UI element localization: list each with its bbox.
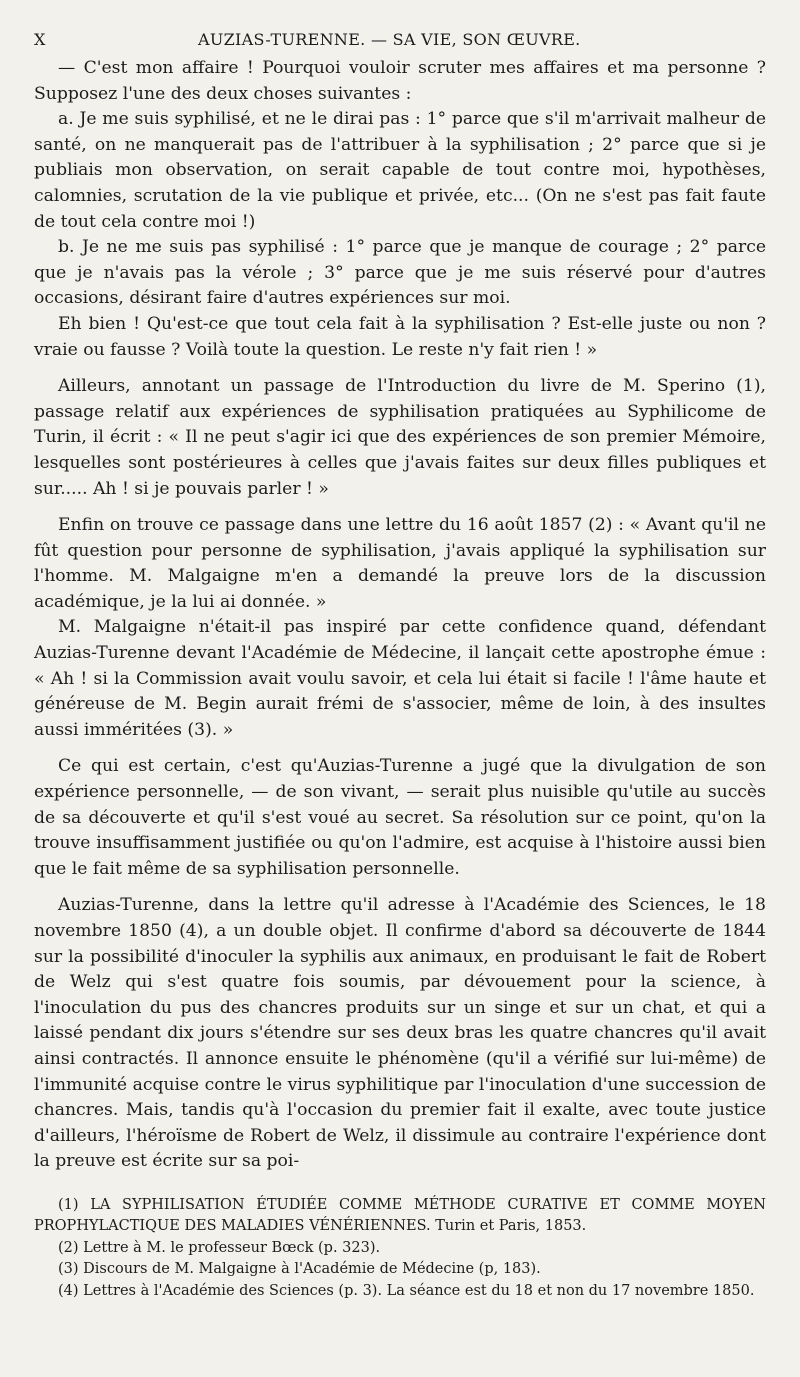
paragraph: Eh bien ! Qu'est-ce que tout cela fait à la syphilisation ? Est-elle juste ou non ? vraie ou fausse ? Voilà toute la question. Le reste n'y fait rien ! » [34, 313, 766, 360]
paragraph: Ailleurs, annotant un passage de l'Introduction du livre de M. Sperino (1), passage relatif aux expériences de syphilisation pratiquées au Syphilicome de Turin, il écrit : « Il ne peut s'agir ici que des expériences de son premier Mémoire, lesquelles sont postérieures à celles que j'avais faites sur deux filles publiques et sur..... Ah ! si je pouvais parler ! » [34, 376, 766, 499]
running-header [34, 26, 766, 56]
footnote: (2) Lettre à M. le professeur Bœck (p. 323). [58, 1239, 381, 1256]
paragraph: Enfin on trouve ce passage dans une lettre du 16 août 1857 (2) : « Avant qu'il ne fût question pour personne de syphilisation, j'avais appliqué la syphilisation sur l'homme. M. Malgaigne m'en a demandé la preuve lors de la discussion académique, je la lui ai donnée. » [34, 515, 766, 612]
paragraph: a. Je me suis syphilisé, et ne le dirai pas : 1° parce que s'il m'arrivait malheur de santé, on ne manquerait pas de l'attribuer à la syphilisation ; 2° parce que si je publiais mon observation, on serait capable de tout contre moi, hypothèses, calomnies, scrutation de la vie publique et privée, etc... (On ne s'est pas fait faute de tout cela contre moi !) [34, 109, 766, 232]
footnote: (4) Lettres à l'Académie des Sciences (p. 3). La séance est du 18 et non du 17 novembre 1850. [58, 1282, 755, 1299]
paragraph: Ce qui est certain, c'est qu'Auzias-Turenne a jugé que la divulgation de son expérience personnelle, — de son vivant, — serait plus nuisible qu'utile au succès de sa découverte et qu'il s'est voué au secret. Sa résolution sur ce point, qu'on la trouve insuffisamment justifiée ou qu'on l'admire, est acquise à l'histoire aussi bien que le fait même de sa syphilisation personnelle. [34, 756, 766, 879]
footnotes [34, 1195, 766, 1303]
paragraph: b. Je ne me suis pas syphilisé : 1° parce que je manque de courage ; 2° parce que je n'avais pas la vérole ; 3° parce que je me suis réservé pour d'autres occasions, désirant faire d'autres expériences sur moi. [34, 237, 766, 309]
footnote: (1) LA SYPHILISATION ÉTUDIÉE COMME MÉTHODE CURATIVE ET COMME MOYEN PROPHYLACTIQUE DES MALADIES VÉNÉRIENNES. Turin et Paris, 1853. [34, 1196, 766, 1235]
running-title: AUZIAS-TURENNE. — SA VIE, SON ŒUVRE. [198, 30, 581, 49]
paragraph: M. Malgaigne n'était-il pas inspiré par cette confidence quand, défendant Auzias-Turenne devant l'Académie de Médecine, il lançait cette apostrophe émue : « Ah ! si la Commission avait voulu savoir, et cela lui était si facile ! l'âme haute et généreuse de M. Begin aurait frémi de s'associer, même de loin, à des insultes aussi imméritées (3). » [34, 617, 766, 740]
footnote: (3) Discours de M. Malgaigne à l'Académie de Médecine (p, 183). [58, 1261, 541, 1278]
paragraph: — C'est mon affaire ! Pourquoi vouloir scruter mes affaires et ma personne ? Supposez l'une des deux choses suivantes : [34, 58, 766, 104]
main-text [34, 56, 766, 1175]
paragraph: Auzias-Turenne, dans la lettre qu'il adresse à l'Académie des Sciences, le 18 novembre 1850 (4), a un double objet. Il confirme d'abord sa découverte de 1844 sur la possibilité d'inoculer la syphilis aux animaux, en produisant le fait de Robert de Welz qui s'est quatre fois soumis, par dévouement pour la science, à l'inoculation du pus des chancres produits sur un singe et sur un chat, et qui a laissé pendant dix jours s'étendre sur ses deux bras les quatre chancres qu'il avait ainsi contractés. Il annonce ensuite le phénomène (qu'il a vérifié sur lui-même) de l'immunité acquise contre le virus syphilitique par l'inoculation d'une succession de chancres. Mais, tandis qu'à l'occasion du premier fait il exalte, avec toute justice d'ailleurs, l'héroïsme de Robert de Welz, il dissimule au contraire l'expérience dont la preuve est écrite sur sa poi- [34, 895, 766, 1172]
page-number: X [34, 30, 46, 49]
